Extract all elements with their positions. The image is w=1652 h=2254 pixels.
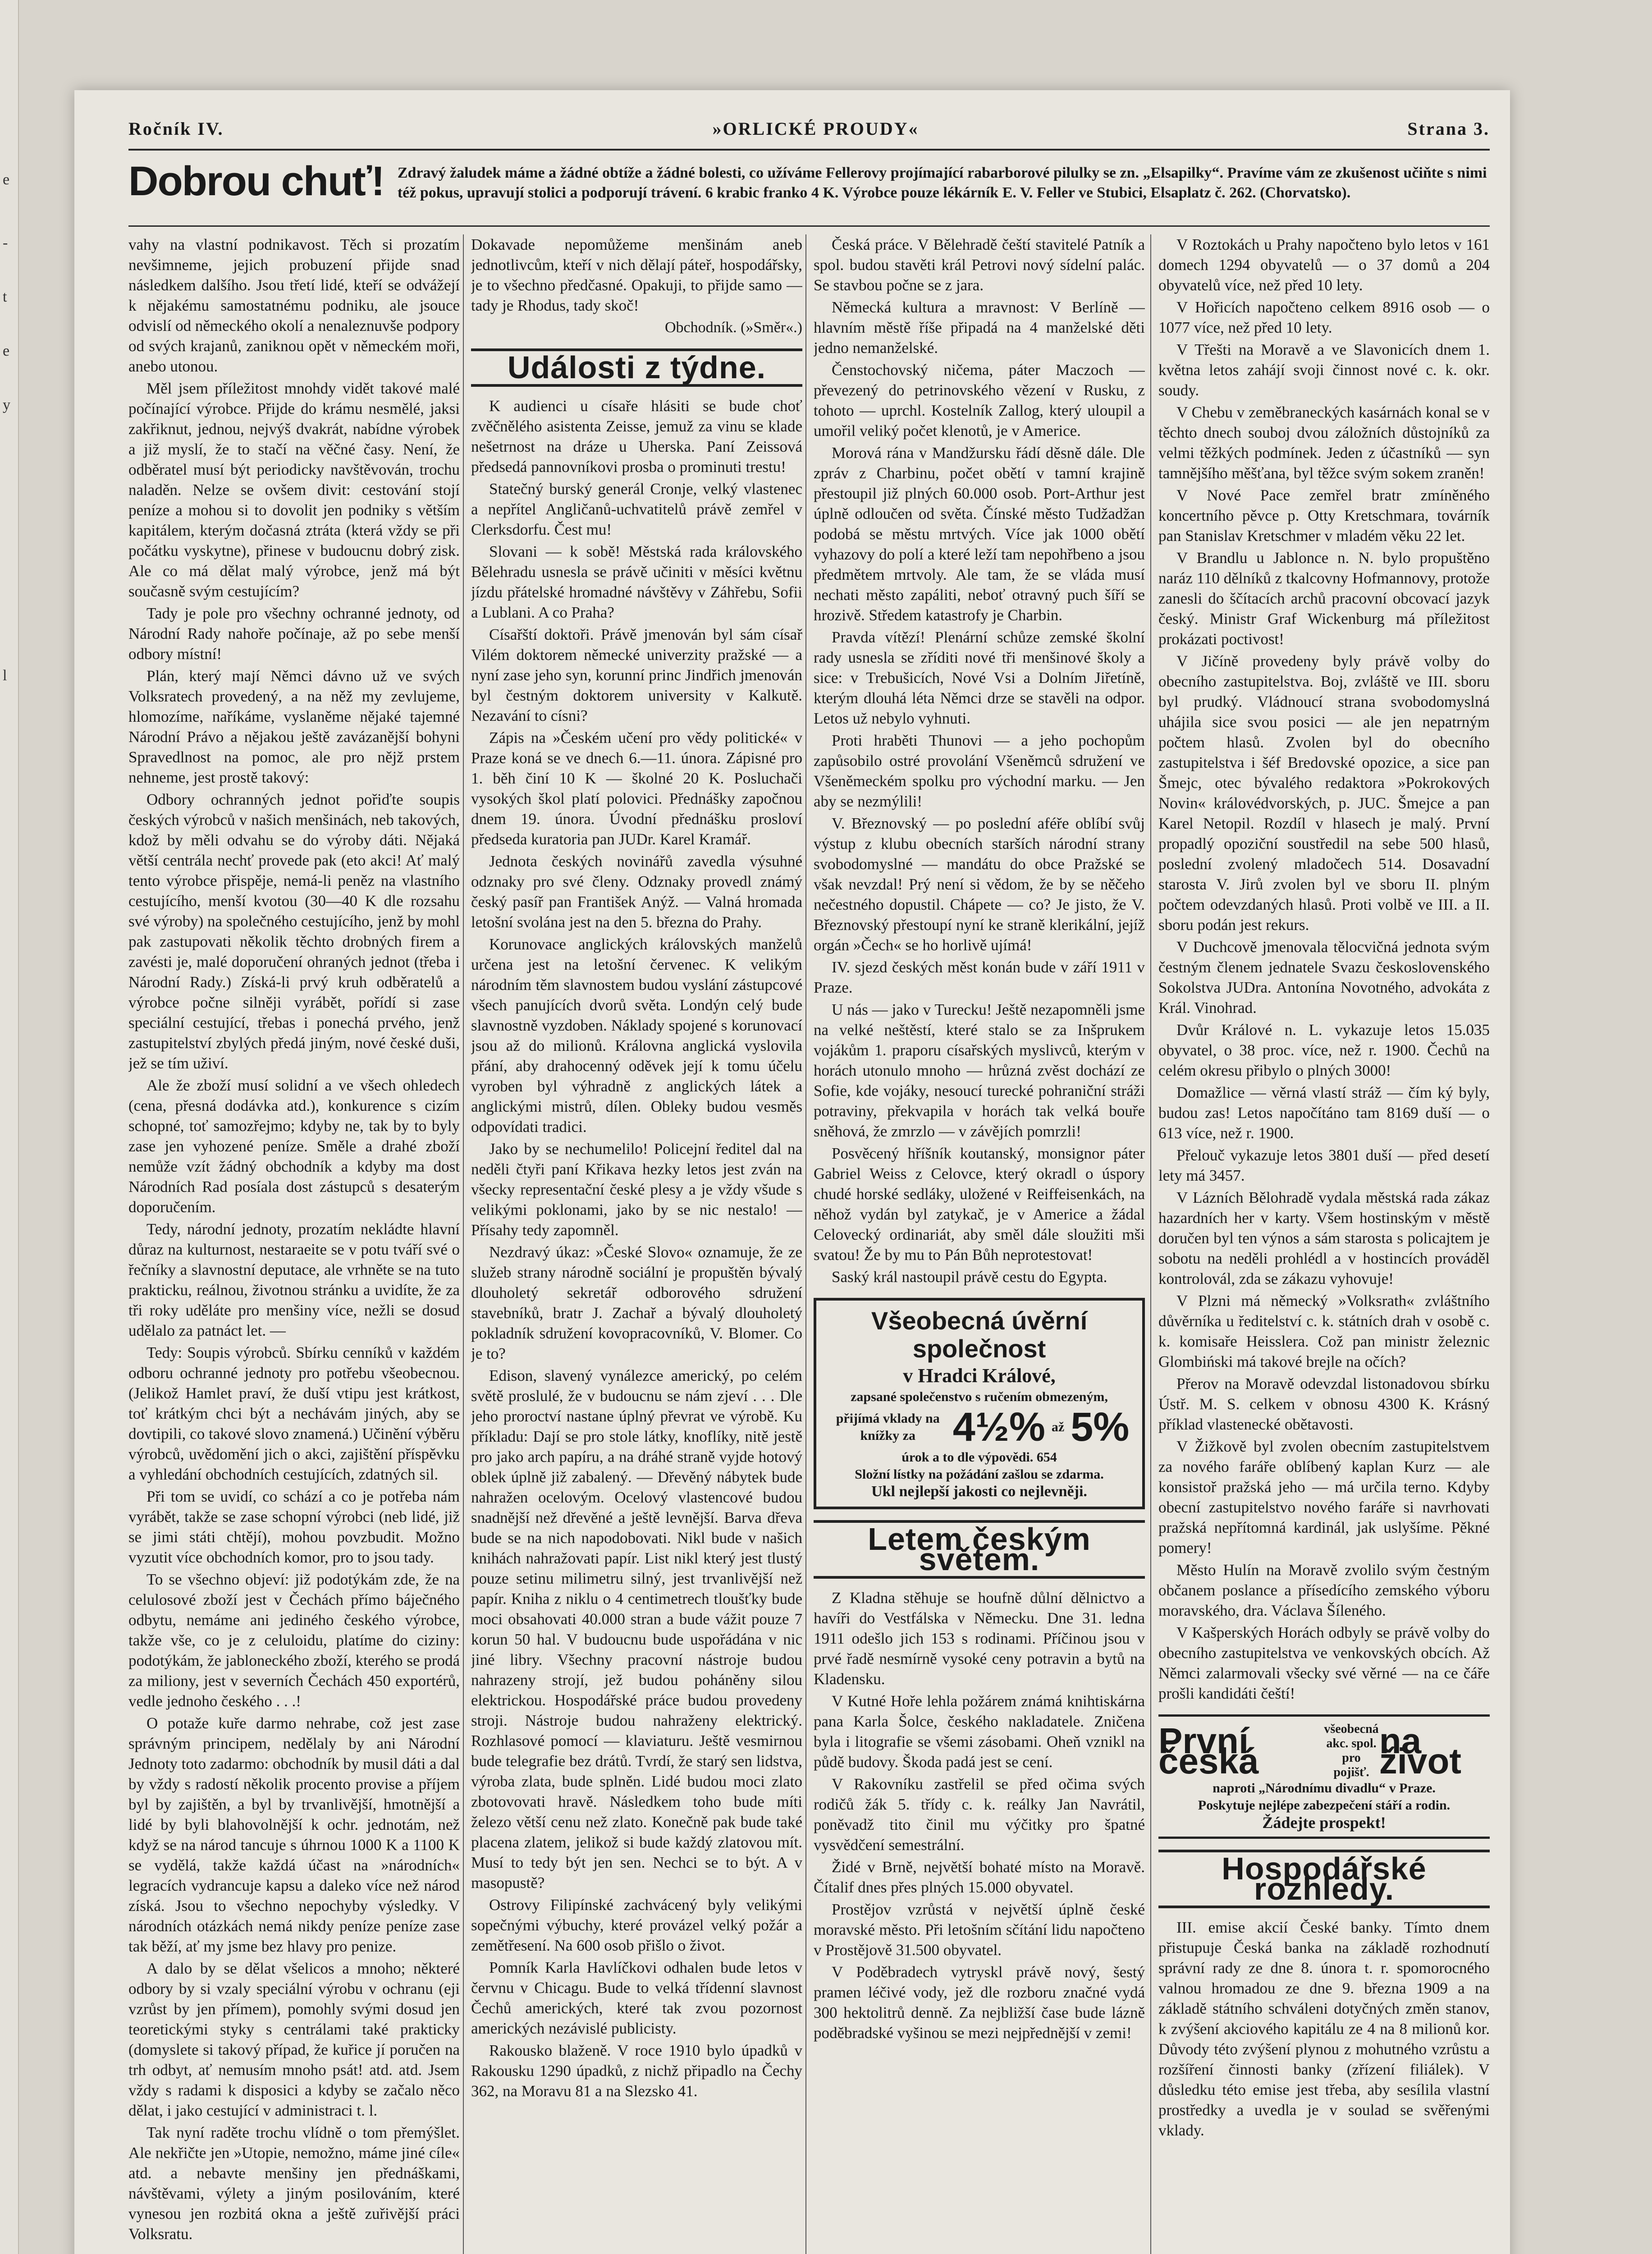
news-item: Pomník Karla Havlíčkovi odhalen bude letos v červnu v Chicagu. Bude to velká třídenní slavnost Čechů amerických, které tak zvou pozornost amerických nezávislé publicisty.	[471, 1959, 802, 2037]
news-item: Slovani — k sobě! Městská rada královského Bělehradu usnesla se právě učiniti v měsíci květnu jízdu přátelské hromadné návštěvy v Záhřebu, Sofii a Lublani. A co Praha?	[471, 543, 802, 621]
insurance-ad-title-row	[1158, 1722, 1490, 1780]
news-item: V Lázních Bělohradě vydala městská rada zákaz hazardních her v karty. Všem hostinským v městě doručen byl ten výnos a sám starosta s policajtem je sobotu na neděli prohlédl a v hostincích prováděl kontrolovál, zda se zákazu vyhovuje!	[1158, 1189, 1490, 1287]
page-number: Strana 3.	[1407, 118, 1490, 139]
column-4	[1158, 234, 1490, 2254]
news-item: V Poděbradech vytryskl právě nový, šestý pramen léčivé vody, jež dle rozboru značné vydá 300 hektolitrů denně. Za nejbližší čase bude lázně poděbradské vyšinou se mezi nejpřednější v zemi!	[814, 1963, 1145, 2042]
news-item: V Třešti na Moravě a ve Slavonicích dnem 1. května letos zahájí svoji činnost nové c. k. okr. soudy.	[1158, 341, 1490, 399]
column-2	[471, 234, 802, 2254]
news-item: Domažlice — věrná vlastí stráž — čím ký byly, budou zas! Letos napočítáno tam 8169 duší — o 613 více, než r. 1900.	[1158, 1084, 1490, 1142]
news-item: Proti hraběti Thunovi — a jeho pochopům zapůsobilo ostré provolání Všeněmců sdružení ve Všeněmeckém spolku pro východní marku. — Jen aby se nezmýlili!	[814, 732, 1145, 810]
article-paragraph: Tedy: Soupis výrobců. Sbírku cenníků v každém odboru ochranné jednoty pro potřebu všeobecnou. (Jelikož Hamlet praví, že duší vtipu jest krátkost, toť krátkým chci být a nechávám jiných, aby se dovtipili, co takové slovo znamená.) Učinění výběru výrobců, uvědomění jich o akci, zajištění příspěvku a vyhledání obchodních cestujících, zdatných sil.	[128, 1344, 460, 1483]
column-rule	[805, 234, 806, 2254]
bank-ad-terms: úrok a to dle výpovědi.	[902, 1450, 1034, 1465]
article-paragraph: Tedy, národní jednoty, prozatím nekládte hlavní důraz na kulturnost, nestaraeite se v potu tváří své o řečníky a slavnostní deputace, ale vrhněte se na tuto prakticku, reálnou, životnou stránku a uvidíte, že za tři roky uděláte pro menšiny více, nežli se dosud udělalo za patnáct let. —	[128, 1220, 460, 1339]
bank-ad-city: v Hradci Králové,	[903, 1365, 1056, 1387]
section-heading-czech-world: Letem českým světem.	[814, 1520, 1145, 1579]
news-item: V Brandlu u Jablonce n. N. bylo propuštěno naráz 110 dělníků z tkalcovny Hofmannovy, protože zanesli do ščítacích archů pracovní obcovací jazyk český. Ministr Graf Wickenburg má příležitost prokázati poctivost!	[1158, 549, 1490, 648]
news-item: Nezdravý úkaz: »České Slovo« oznamuje, že ze služeb strany národně sociální je propuštěn bývalý dlouholetý sekretář odborového sdružení stavebníků, bratr J. Zachař a bývalý dlouholetý pokladník sdružení kovopracovníků, V. Blomer. Co je to?	[471, 1243, 802, 1362]
news-item: V Kašperských Horách odbyly se právě volby do obecního zastupitelstva ve venkovských obcích. Až Němci zalarmovali všecky své věrné — na ce čáře prošli kandidáti čeští!	[1158, 1624, 1490, 1702]
article-paragraph: vahy na vlastní podnikavost. Těch si prozatím nevšimneme, jejich probuzení přijde snad následkem dalšího. Jsou třetí lidé, kteří se odvážejí k nějakému samostatnému podniku, ale jsouce odvislí od německého okolí a nenaleznuvše podpory od svých krajanů, zaniknou opět v německém moři, anebo utonou.	[128, 236, 460, 375]
news-item: V. Březnovský — po poslední aféře oblíbí svůj výstup z klubu obecních starších národní strany svobodomyslné — mandátu do obce Pražské se však nevzdal! Prý není si vědom, že by se něčeho nečestného dopustil. Chápete — co? Je jisto, že V. Březnovský přestoupí nyní ke straně klerikální, jejíž orgán »Čech« se ho horlivě ujímá!	[814, 815, 1145, 954]
insurance-ad-line: Poskytuje nejlépe zabezpečení stáří a rodin.	[1198, 1798, 1451, 1813]
ad-headline: Dobrou chuť!	[128, 158, 384, 204]
news-item: IV. sjezd českých měst konán bude v září 1911 v Praze.	[814, 958, 1145, 996]
newspaper-page	[74, 90, 1510, 2254]
news-item: Jako by se nechumelilo! Policejní ředitel dal na neděli čtyři paní Křikava hezky letos jest zván na všecky representační české plesy a je vždy všude s velikými poklonami, jako by se nic nestalo! — Přísahy tedy zapomněl.	[471, 1140, 802, 1239]
news-item: Židé v Brně, největší bohaté místo na Moravě. Čítalif dnes přes plných 15.000 obyvatel.	[814, 1858, 1145, 1896]
bank-ad-line: přijímá vklady na knížky za	[836, 1411, 940, 1443]
article-paragraph: A dalo by se dělat všelicos a mnoho; některé odbory by si vzaly speciální výrobu v ochranu (eji vzrůst by jen přímem), pomohly svými dosud jen teoretickými styky s centrálami také prakticky (domyslete si takový případ, že kuřice jí poručen na trh odbyt, ať nemusím mnoho psát! atd. atd. Jsem vždy s radami k disposici a kdyby se začalo něco dělat, i jako cestující v administraci t. l.	[128, 1960, 460, 2119]
news-item: Čenstochovský ničema, páter Maczoch — převezený do petrinovského vězení v Rusku, z tohoto — uprchl. Kostelník Zallog, který uloupil a umořil veliký počet klenotů, je v Americe.	[814, 361, 1145, 440]
column-rule	[463, 234, 464, 2254]
paper-title: »ORLICKÉ PROUDY«	[712, 118, 919, 139]
news-item: Statečný burský generál Cronje, velký vlastenec a nepřítel Angličanů-uchvatitelů právě zemřel v Clerksdorfu. Čest mu!	[471, 480, 802, 538]
article-paragraph: Při tom se uvidí, co schází a co je potřeba nám vyrábět, takže se zase schopní výrobci (neb lidé, již se jimi státi chtějí), mohou povzbudit. Možno vyzutit více obchodních komor, pro to jsou tady.	[128, 1488, 460, 1566]
bank-ad-rate-row	[824, 1406, 1134, 1449]
bank-ad-line: zapsané společenstvo s ručením obmezeným,	[851, 1389, 1108, 1404]
news-item: V Roztokách u Prahy napočteno bylo letos v 161 domech 1294 obyvatelů — o 37 domů a 204 obyvatelů více, než před 10 lety.	[1158, 236, 1490, 294]
news-item: Posvěcený hříšník koutanský, monsignor páter Gabriel Weiss z Celovce, který okradl o úspory chudé horské sedláky, uložené v Reiffeisenkách, na něhož vydán byl zatykač, je v Americe a žádal Celovecký ordinariát, aby směl dále sloužiti mši svatou! Že by mu to Pán Bůh neprotestovat!	[814, 1145, 1145, 1264]
column-1	[128, 234, 460, 2254]
news-item: Edison, slavený vynálezce americký, po celém světě proslulé, že v budoucnu se nám zjeví . . . Dle jeho proroctví nastane úplný převrat ve výrobě. Ku příkladu: Dají se pro stole látky, knoflíky, nitě jestě pro jako arch papíru, a na dráhé straně vyjde hotový oblek úplně již zabalený. — Dřevěný nábytek bude nahražen ocelovým. Ocelový vlastencové budou snadnější než dřevěné a ještě levnější. Barva dřeva bude se na nich napodobovati. Nikl bude v našich knihách nahražovati papír. List nikl který jest tlustý pouze setinu milimetru silný, jest trvanlivější než papír. Kniha z niklu o 4 centimetrech tloušťky bude moci obsahovati 40.000 stran a bude vážit pouze 7 korun 50 hal. V budoucnu bude uspořádána v nic jiné libry. Všechny pracovní nástroje budou nahrazeny strojí, jež budou poháněny silou elektrickou. Hospodářské práce budou provedeny stroji. Nástroje budou nahraženy elektrický. Rozhlasové pomocí — klaviaturu. Ještě vesmirnou bude telegrafie bez drátů. Tvrdí, že starý sen lidstva, výroba zlata, bude splněn. Lidé budou moci zlato zbotovovati hravě. Následkem toho bude míti železo větší cenu než zlato. Konečně pak bude také placena zlatem, jelikož si bude každý zlatovou mít. Musí to tedy být jen sen. Nechci se to být. A v masopustě?	[471, 1367, 802, 1892]
article-paragraph: O potaže kuře darmo nehrabe, což jest zase správným principem, nedělaly by ani Národní Jednoty toto zadarmo: obchodník by musil dáti a dal by vždy s radostí několik procento provise a příjem byl by zajištěn, a byl by trvanlivější, hmotnější a lidé by byli blahovolnější k ochr. jednotám, než když se na národ tancuje s úhrnou 1000 K a 1100 K se vydělá, takže každá účast na »národních« legracích vydrancuje kapsu a daleko více než národ získá. Jsou to všechno nepochyby výsledky. V národních otázkách nemá nikdy peníze peníze zase tak běží, ať my jsme bez hlavy pro penize.	[128, 1714, 460, 1955]
news-item: III. emise akcií České banky. Tímto dnem přistupuje Česká banka na základě rozhodnutí správní rady ze dne 8. února t. r. spomorocného valnou hromadou ze dne 9. března 1909 a na základě státního schváleni dotyčných změn stanov, k zvýšení akciového kapitálu ze 4 na 8 milionů kor. Důvody této zvýšení plynou z mohutného vzrůstu a rozšíření činnosti banky (zřízení filiálek). V důsledku této emise jest třeba, aby sesílila vlastní prostředky a uvedla je v soulad se svěřenými vklady.	[1158, 1919, 1490, 2139]
volume-label: Ročník IV.	[128, 118, 224, 139]
top-advertisement	[128, 158, 1490, 227]
section-heading-economy: Hospodářské rozhledy.	[1158, 1850, 1490, 1908]
bank-ad-rate-low: 4½%	[952, 1405, 1045, 1450]
article-paragraph: Odbory ochranných jednot pořiďte soupis českých výrobců v našich menšinách, neb takových, kdož by měli odvahu se do výroby dáti. Nějaká větší centrála nechť provede pak (eto akci! Ať malý tento výrobce přispěje, nemá-li peněz na vlastního cestujícího, menší kvotou (30—40 K dle rozsahu své výroby) na společného cestujícího, jenž by mohl pak zastupovati několik těchto drobných firem a zavésti je, malé doporučení ohraných jednot (třeba i Národní Rady.) Získá-li prvý kruh odběratelů a výrobce počne silněji vyrábět, pořídí si zase speciální cestující, třebas i ponechá prvého, jenž zastupitelství zbylých předá jiným, nové české duši, jež se tím uživí.	[128, 791, 460, 1072]
news-item: Zápis na »Českém učení pro vědy politické« v Praze koná se ve dnech 6.—11. února. Zápisné pro 1. běh činí 10 K — školné 20 K. Posluchači vysokých škol platí polovici. Přednášky započnou dnem 19. února. Úvodní přednášku prosloví předseda kuratoria pan JUDr. Karel Kramář.	[471, 729, 802, 848]
insurance-ad-cta: Žádejte prospekt!	[1262, 1814, 1386, 1832]
news-item: Ostrovy Filipínské zachvácený byly velikými sopečnými výbuchy, které provázel velký požár a zemětřesení. Na 600 osob přišlo o život.	[471, 1896, 802, 1954]
news-item: Saský král nastoupil právě cestu do Egypta.	[832, 1268, 1107, 1286]
bank-ad-rate-high: 5%	[1071, 1405, 1130, 1450]
news-item: Císařští doktoři. Právě jmenován byl sám císař Vilém doktorem německé univerzity pražské — a nyní zase jeho syn, korunní princ Jindřich jmenován byl čestným doktorem university v Kalkutě. Nezavání to císni?	[471, 626, 802, 724]
article-paragraph: Tak nyní raděte trochu vlídně o tom přemýšlet. Ale nekřičte jen »Utopie, nemožno, máme jiné cíle« atd. a nebavte menšiny jen přednáškami, návštěvami, výlety a jiným posilováním, které vynesou jen rozbitá okna a ještě zuřivější práci Volksratu.	[128, 2124, 460, 2243]
news-item: Německá kultura a mravnost: V Berlíně — hlavním městě říše připadá na 4 manželské děti jedno nemanželské.	[814, 298, 1145, 357]
bank-advertisement	[814, 1298, 1145, 1509]
news-item: Morová rána v Mandžursku řádí děsně dále. Dle zpráv z Charbinu, počet obětí v tamní krajině přestoupil již plných 60.000 osob. Port-Arthur jest úplně odloučen od světa. Čínské město Tudžadžan podobá se městu mrtvých. Více jak 1000 obětí vyhazovy do polí a které leží tam nepohřbeno a jsou předmětem mrtvoly. Ale tam, že se vláda musí nechati město zapáliti, neboť otravný puch šíří se hrozivě. Středem katastrofy je Charbin.	[814, 444, 1145, 624]
bank-ad-line	[824, 1449, 1134, 1466]
bank-ad-slogan: Ukl nejlepší jakosti co nejlevněji.	[871, 1483, 1087, 1500]
insurance-ad-left: První česká	[1158, 1721, 1259, 1781]
section-heading-events: Události z týdne.	[471, 348, 802, 387]
news-item: V Hořicích napočteno celkem 8916 osob — o 1077 více, než před 10 lety.	[1158, 298, 1490, 336]
bank-ad-line: Složní lístky na požádání zašlou se zdarma.	[855, 1467, 1104, 1482]
column-rule	[1150, 234, 1151, 2254]
news-item: K audienci u císaře hlásiti se bude choť zvěčnělého asistenta Zeisse, jemuž za vinu se klade nešetrnost na dráze u Uherska. Paní Zeissová předsedá pannovníkovi prosba o prominuti trestu!	[471, 397, 802, 476]
news-item: Korunovace anglických královských manželů určena jest na letošní červenec. K velikým národním těm slavnostem budou vyslání zástupcové všech panujících dvorů světa. Londýn celý bude slavnostně vyzdoben. Náklady spojené s korunovací jsou až do milionů. Královna anglická vyslovila přání, aby drahocenný oděvek její k tomu účelu vyroben byl výhradně z anglických látek a anglickými mistrů, dílen. Obleky budou vesměs odpovídati tradici.	[471, 935, 802, 1136]
article-paragraph: Plán, který mají Němci dávno už ve svých Volksratech provedený, a na něž my zevlujeme, hlomozíme, naříkáme, vyslaněme nějaké tajemné Národní Právo a nějakou ještě zavázanější bohyni Spravedlnost na pomoc, ale pro nějž prstem nehneme, jest prostě takový:	[128, 667, 460, 786]
news-item: Jednota českých novinářů zavedla výsuhné odznaky pro své členy. Odznaky provedl známý český pasíř pan František Anýž. — Valná hromada letošní svolána jest na den 5. března do Prahy.	[471, 852, 802, 931]
news-item: Dvůr Králové n. L. vykazuje letos 15.035 obyvatel, o 38 proc. více, než r. 1900. Čechů na celém okresu přibylo o plných 3000!	[1158, 1021, 1490, 1079]
article-paragraph: Ale že zboží musí solidní a ve všech ohledech (cena, přesná dodávka atd.), konkurence s cizím schopné, toť samozřejmo; kdyby ne, tak by to byly zase jen vyhozené peníze. Směle a drahé zboží nemůže vzít žádný obchodník a kdyby ma dost Národních Rad posíala dost zástupců s desaterým doporučením.	[128, 1077, 460, 1216]
insurance-ad-line: naproti „Národnímu divadlu“ v Praze.	[1213, 1781, 1436, 1796]
insurance-advertisement	[1158, 1714, 1490, 1839]
news-item: Přelouč vykazuje letos 3801 duší — před desetí lety má 3457.	[1158, 1146, 1490, 1184]
news-item: U nás — jako v Turecku! Ještě nezapomněli jsme na velké neštěstí, které stalo se za Inšprukem vojákům 1. praporu císařských myslivců, kterým v horách utonulo mnoho — hrůzná zvěst dochází ze Sofie, kde vojáky, nesoucí turecké pohraniční stráži potraviny, překvapila v horách tak velká bouře sněhová, že zmrzlo — v závějích pomrzli!	[814, 1001, 1145, 1140]
news-item: Přerov na Moravě odevzdal listonadovou sbírku Ústř. M. S. celkem v obnosu 4300 K. Krásný příklad vlastenecké obětavosti.	[1158, 1375, 1490, 1433]
bank-ad-title: Všeobecná úvěrní společnost	[871, 1306, 1088, 1363]
news-item: V Chebu v zeměbraneckých kasárnách konal se v těchto dnech souboj dvou záložních důstojníků za velmi těžkých podmínek. Jeden z účastníků — syn tamnějšího měšťana, byl těžce svým sokem zraněn!	[1158, 403, 1490, 482]
news-item: V Duchcově jmenovala tělocvičná jednota svým čestným členem jednatele Svazu československého Sokolstva JUDra. Antonína Novotného, advokáta z Král. Vinohrad.	[1158, 938, 1490, 1017]
left-page-edge: e - t e y l	[0, 0, 19, 2254]
article-signature: Obchodník. (»Směr«.)	[664, 319, 802, 336]
news-item: Prostějov vzrůstá v největší úplně české moravské město. Při letošním sčítání lidu napočteno v Prostějově 31.500 obyvatel.	[814, 1901, 1145, 1959]
insurance-ad-mid: všeobecná akc. spol. pro pojišť.	[1324, 1722, 1379, 1779]
article-paragraph: Měl jsem příležitost mnohdy vidět takové malé počínající výrobce. Přijde do krámu nesmělé, jaksi zakřiknut, jednou, nejvýš dvakrát, nabídne výrobek a již myslí, že to stačí na věčné časy. Není, že odběratel musí být periodicky navštěvován, trochu naladěn. Nelze se ovšem divit: cestování stojí peníze a mohou si to dovolit jen podniky s větším kapitálem, kterým dočasná ztráta (která vždy se při počátku vyskytne), přinese v budoucnu dobrý zisk. Ale co má dělat malý výrobce, jenž má být současně svým cestujícím?	[128, 380, 460, 600]
news-item: V Kutné Hoře lehla požárem známá knihtiskárna pana Karla Šolce, českého nakladatele. Zničena byla i litografie se všemi zásobami. Oheň vznikl na půdě budovy. Škoda padá jest se cení.	[814, 1692, 1145, 1771]
insurance-ad-right: na život	[1379, 1721, 1461, 1781]
article-paragraph: Tady je pole pro všechny ochranné jednoty, od Národní Rady nahoře počínaje, až po sebe menší odbory místní!	[128, 605, 460, 663]
bank-ad-code: 654	[1036, 1450, 1057, 1465]
running-head	[128, 113, 1490, 151]
news-item: Město Hulín na Moravě zvolilo svým čestným občanem poslance a přísedícího zemského výboru moravského, dra. Václava Šíleného.	[1158, 1561, 1490, 1619]
news-item: V Žižkově byl zvolen obecním zastupitelstvem za nového faráře oblíbený kaplan Kurz — ale konsistoř pražská jeho — má určila terno. Kdyby obecní zastupitelstvo nového faráře si navrhovati pražská nepřítomná kardinál, jak uslyšíme. Pěkné pomery!	[1158, 1438, 1490, 1557]
news-item: Česká práce. V Bělehradě čeští stavitelé Patník a spol. budou stavěti král Petrovi nový sídelní palác. Se stavbou počne se z jara.	[814, 236, 1145, 294]
news-item: Rakousko blaženě. V roce 1910 bylo úpadků v Rakousku 1290 úpadků, z nichž připadlo na Čechy 362, na Moravu 81 a na Slezsko 41.	[471, 2042, 802, 2100]
column-3	[814, 234, 1145, 2254]
news-item: Pravda vítězí! Plenární schůze zemské školní rady usnesla se zříditi nové tři menšinové školy a sice: v Trebušicích, Nové Vsi a Dolním Jiřetíně, kterým dlouhá léta Němci drze se stavěli na odpor. Letos už nebylo vyhnuti.	[814, 628, 1145, 727]
article-paragraph: To se všechno objeví: již podotýkám zde, že na celulosové zboží jest v Čechách přímo báječného odbytu, nemáme ani jediného českého výrobce, takže vše, co je z celuloidu, platíme do ciziny: podotýkám, že jabloneckého zboží, kterého se prodá za miliony, jest v severních Čechách 450 exportérů, vedle jednoho českého . . .!	[128, 1571, 460, 1710]
bank-ad-rate-sep: až	[1051, 1420, 1065, 1434]
news-item: V Nové Pace zemřel bratr zmíněného koncertního pěvce p. Otty Kretschmara, továrník pan Stanislav Kretschmer v mladém věku 22 let.	[1158, 486, 1490, 545]
news-item: V Jičíně provedeny byly právě volby do obecního zastupitelstva. Boj, zvláště ve III. sboru byl prudký. Vládnoucí strana svobodomyslná uhájila sice svou posici — ale jen nepatrným počtem hlasů. Zvolen byl do obecního zastupitelstva i šéf Bredovské opozice, a sice pan Šmejc, otec bývalého redaktora »Pokrokových Novin« královédvorských, p. JUC. Šmejce a pan Karel Netopil. Rozdíl v hlasech je malý. První propadlý opoziční soustředil na sebe 500 hlasů, poslední zvolený mladočech 514. Dosavadní starosta V. Jirů zvolen byl ve sboru II. plným počtem odevzdaných hlasů. Proti volbě ve III. a II. sboru podán jest rekurs.	[1158, 652, 1490, 934]
ad-text: Zdravý žaludek máme a žádné obtíže a žádné bolesti, co užíváme Fellerovy projímající rabarborové pilulky se zn. „Elsapilky“. Pravíme vám ze zkušenost učiňte s nimi též pokus, upravují stolici a podporují trávení. 6 krabic franko 4 K. Výrobce pouze lékárník E. V. Feller ve Stubici, Elsaplatz č. 262. (Chorvatsko).	[397, 165, 1487, 201]
news-item: V Rakovníku zastřelil se před očima svých rodičů žák 5. třídy c. k. reálky Jan Navrátil, poněvadž tito činil mu výčitky pro špatné vysvědčení semestrální.	[814, 1775, 1145, 1854]
article-paragraph: Dokavade nepomůžeme menšinám aneb jednotlivcům, kteří v nich dělají páteř, hospodářsky, je to všechno předčasné. Opakuji, to přijde samo — tady je Rhodus, tady skoč!	[471, 236, 802, 314]
news-item: Z Kladna stěhuje se houfně důlní dělnictvo a havíři do Vestfálska v Německu. Dne 31. ledna 1911 odešlo jich 153 s rodinami. Příčinou jsou v prvé řadě nesmírně vysoké ceny potravin a bytů na Kladensku.	[814, 1589, 1145, 1688]
news-item: V Plzni má německý »Volksrath« zvláštního důvěrníka u ředitelství c. k. státních drah v osobě c. k. komisaře Heisslera. Což pan ministr železnic Glombiński má takové brejle na očích?	[1158, 1292, 1490, 1370]
